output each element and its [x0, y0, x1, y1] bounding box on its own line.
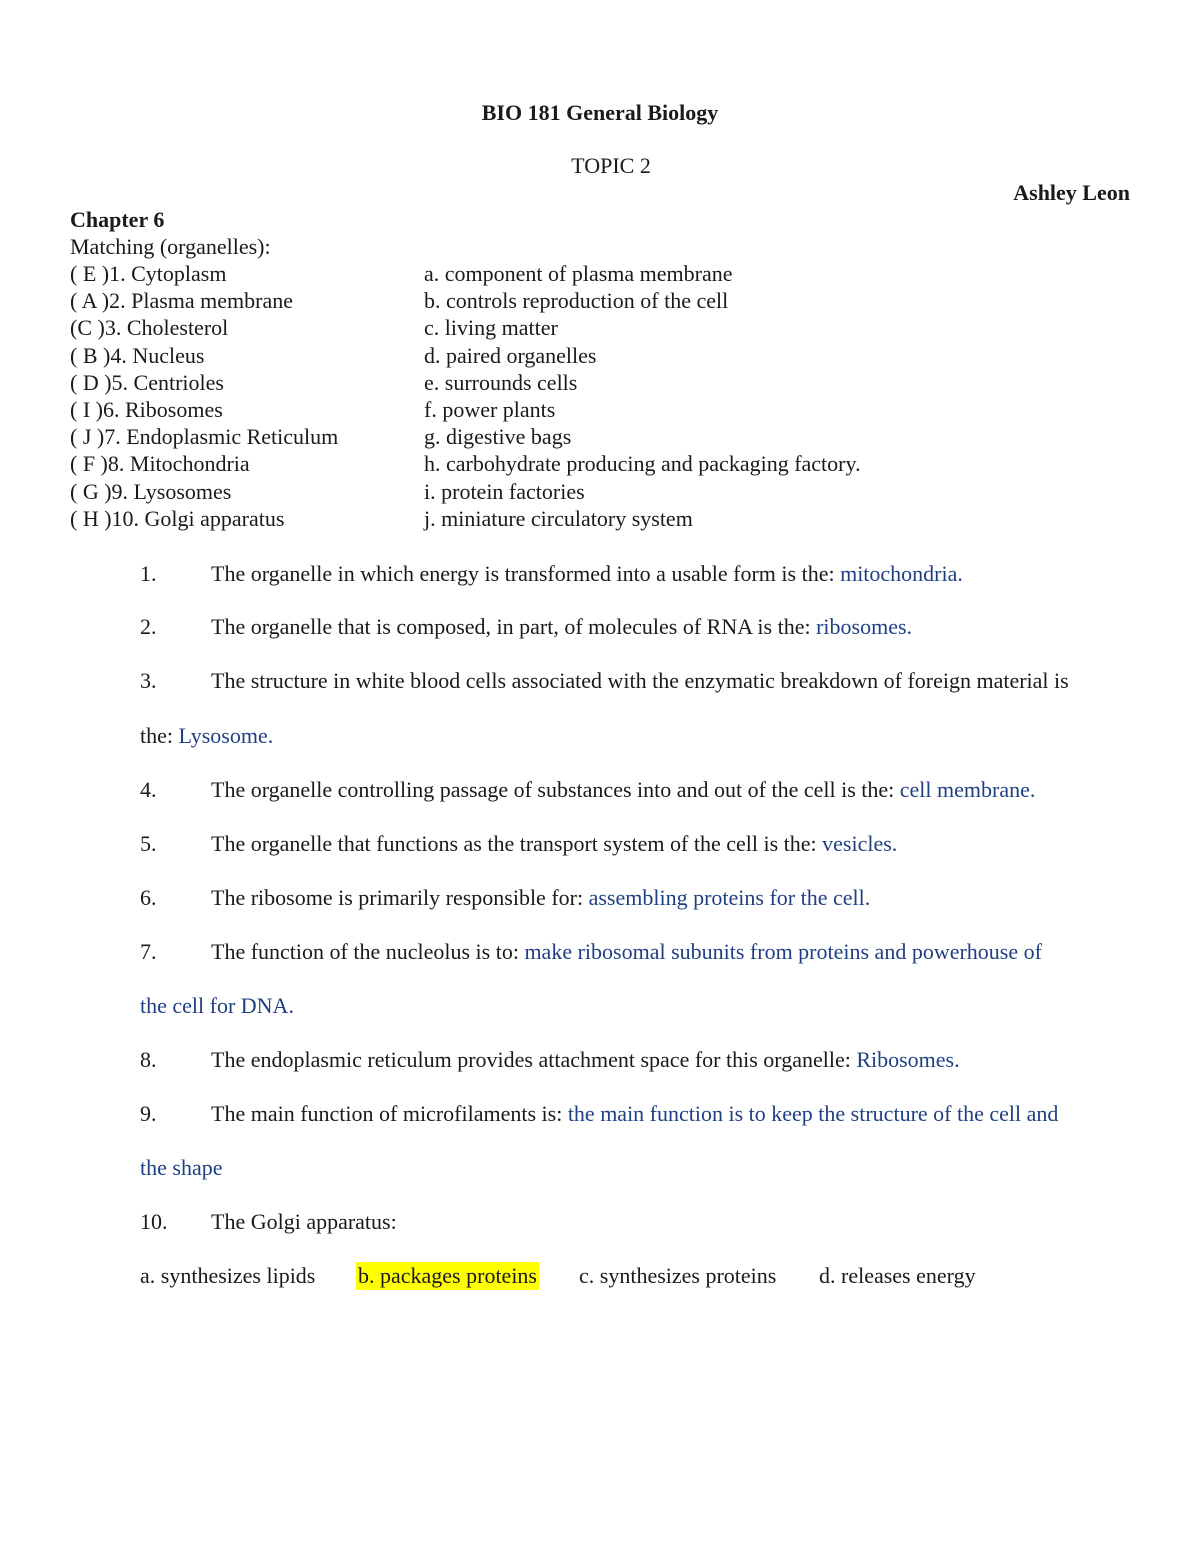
question-text: [140, 722, 273, 750]
question-prompt: The main function of microfilaments is:: [211, 1101, 568, 1126]
matching-term: ( F )8. Mitochondria: [70, 451, 250, 477]
question-answer: Ribosomes.: [856, 1047, 960, 1072]
matching-definition: e. surrounds cells: [424, 369, 578, 395]
question-answer: ribosomes.: [816, 614, 913, 639]
matching-definition: h. carbohydrate producing and packaging factory.: [424, 451, 861, 477]
question-number: 7.: [140, 939, 157, 964]
question-number: 3.: [140, 668, 157, 693]
question-text: [211, 613, 912, 641]
question-text: [211, 938, 1042, 966]
question-answer: assembling proteins for the cell.: [588, 885, 871, 910]
matching-term: ( B )4. Nucleus: [70, 342, 205, 368]
option-b-highlighted: b. packages proteins: [358, 1263, 537, 1288]
question-answer: mitochondria.: [840, 561, 963, 586]
question-text: [211, 776, 1035, 804]
question-answer: the main function is to keep the structure of the cell and: [567, 1101, 1059, 1126]
matching-heading: Matching (organelles):: [70, 234, 271, 259]
matching-term: ( I )6. Ribosomes: [70, 396, 223, 422]
question-prompt: The organelle controlling passage of substances into and out of the cell is the:: [211, 777, 900, 802]
question-prompt-continued: the:: [140, 723, 179, 748]
question-answer: cell membrane.: [899, 777, 1036, 802]
question-number: 10.: [140, 1209, 168, 1234]
question-number: 5.: [140, 831, 157, 856]
question-text: [211, 830, 897, 858]
question-number: 9.: [140, 1101, 157, 1126]
question-prompt: The organelle that is composed, in part, of molecules of RNA is the:: [211, 614, 817, 639]
matching-row: [70, 287, 1070, 314]
matching-term: ( G )9. Lysosomes: [70, 478, 232, 504]
question-text: [211, 1100, 1058, 1128]
question-answer: make ribosomal subunits from proteins and powerhouse of: [524, 939, 1042, 964]
question-prompt: The organelle that functions as the transport system of the cell is the:: [211, 831, 823, 856]
question-number: 4.: [140, 777, 157, 802]
question-text: [211, 1046, 960, 1074]
question-number: 6.: [140, 885, 157, 910]
matching-definition: j. miniature circulatory system: [424, 505, 693, 531]
matching-row: [70, 423, 1070, 450]
question-answer-continued: the shape: [140, 1155, 223, 1180]
question-text: [211, 560, 963, 588]
matching-row: [70, 505, 1070, 532]
matching-row: [70, 342, 1070, 369]
question-prompt: The ribosome is primarily responsible for:: [211, 885, 589, 910]
matching-term: ( J )7. Endoplasmic Reticulum: [70, 424, 339, 450]
matching-definition: d. paired organelles: [424, 342, 597, 368]
question-answer: Lysosome.: [178, 723, 274, 748]
matching-definition: b. controls reproduction of the cell: [424, 288, 729, 314]
question-prompt: The endoplasmic reticulum provides attachment space for this organelle:: [211, 1047, 857, 1072]
matching-row: [70, 478, 1070, 505]
question-prompt: The Golgi apparatus:: [211, 1209, 397, 1234]
matching-row: [70, 450, 1070, 477]
document-title: BIO 181 General Biology: [481, 100, 719, 125]
chapter-heading: Chapter 6: [70, 207, 165, 232]
matching-row: [70, 396, 1070, 423]
question-prompt: The structure in white blood cells associated with the enzymatic breakdown of foreign material is: [211, 668, 1069, 693]
matching-definition: c. living matter: [424, 315, 558, 341]
matching-term: ( A )2. Plasma membrane: [70, 288, 294, 314]
topic-heading: TOPIC 2: [571, 153, 651, 178]
question-answer: vesicles.: [822, 831, 898, 856]
matching-row: [70, 369, 1070, 396]
matching-definition: a. component of plasma membrane: [424, 261, 733, 286]
question-number: 1.: [140, 561, 157, 586]
question-number: 8.: [140, 1047, 157, 1072]
question-prompt: The organelle in which energy is transformed into a usable form is the:: [211, 561, 841, 586]
matching-term: ( H )10. Golgi apparatus: [70, 505, 285, 531]
option-d: d. releases energy: [819, 1263, 976, 1288]
matching-term: ( D )5. Centrioles: [70, 369, 224, 395]
question-number: 2.: [140, 614, 157, 639]
matching-definition: i. protein factories: [424, 478, 585, 504]
question-prompt: The function of the nucleolus is to:: [211, 939, 525, 964]
question-answer-continued: the cell for DNA.: [140, 993, 294, 1018]
matching-row: [70, 260, 1070, 287]
matching-term: ( E )1. Cytoplasm: [70, 261, 227, 286]
matching-term: (C )3. Cholesterol: [70, 315, 229, 341]
question-text: [211, 884, 870, 912]
matching-list: [70, 260, 1070, 532]
matching-definition: f. power plants: [424, 396, 556, 422]
option-a: a. synthesizes lipids: [140, 1263, 316, 1288]
matching-definition: g. digestive bags: [424, 424, 572, 450]
matching-row: [70, 314, 1070, 341]
option-c: c. synthesizes proteins: [579, 1263, 777, 1288]
author-name: Ashley Leon: [1013, 180, 1130, 205]
